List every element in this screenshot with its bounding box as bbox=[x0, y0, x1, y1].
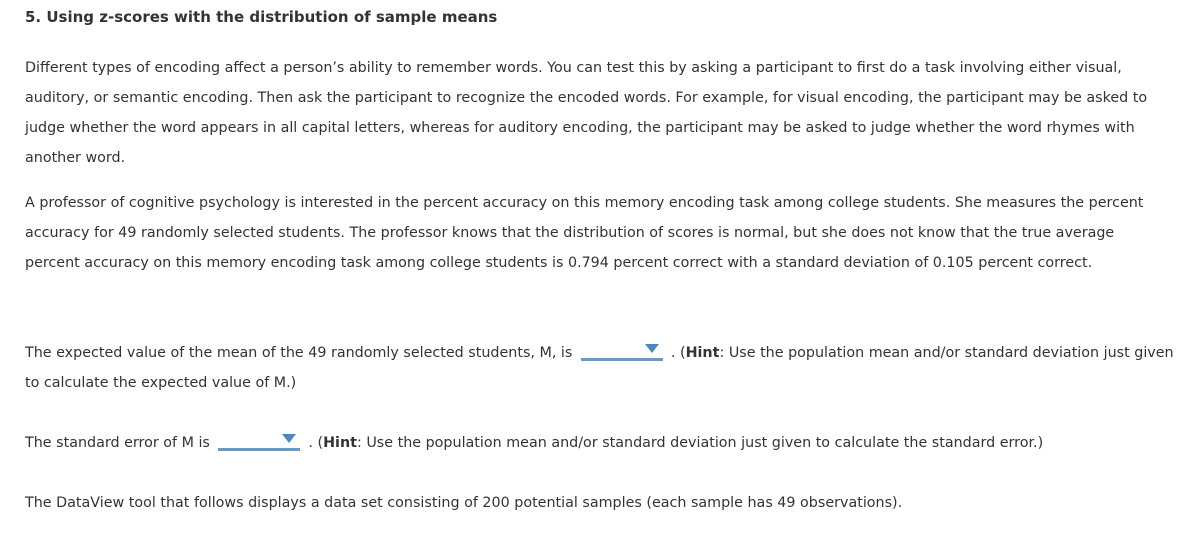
expected-value-hint-text: : Use the population mean and/or standard deviation just given to calculate the expected value of M.) bbox=[25, 345, 1174, 391]
standard-error-dropdown[interactable] bbox=[218, 430, 300, 451]
expected-value-prompt: The expected value of the mean of the 49 randomly selected students, M, is bbox=[25, 345, 573, 361]
standard-error-prompt: The standard error of M is bbox=[25, 435, 210, 451]
expected-value-after: . ( bbox=[670, 345, 686, 361]
dataview-intro: The DataView tool that follows displays a data set consisting of 200 potential samples (each sample has 49 observations). bbox=[25, 495, 903, 511]
caret-down-icon bbox=[645, 344, 659, 353]
standard-error-hint-text: : Use the population mean and/or standard deviation just given to calculate the standard error.) bbox=[356, 435, 1044, 451]
intro-paragraph: Different types of encoding affect a person’s ability to remember words. You can test this by asking a participant to first do a task involving either visual, auditory, or semantic encoding. Then ask the participant to recognize the encoded words. For example, for visual encoding, the participant may be asked to judge whether the word appears in all capital letters, whereas for auditory encoding, the participant may be asked to judge whether the word rhymes with another word. bbox=[25, 60, 1148, 166]
expected-value-question bbox=[25, 338, 1175, 398]
question-title: 5. Using z-scores with the distribution of sample means bbox=[25, 8, 498, 26]
standard-error-after: . ( bbox=[308, 435, 324, 451]
expected-value-hint-label: Hint bbox=[685, 345, 720, 361]
scenario-paragraph: A professor of cognitive psychology is interested in the percent accuracy on this memory encoding task among college students. She measures the percent accuracy for 49 randomly selected students. The professor knows that the distribution of scores is normal, but she does not know that the true average percent accuracy on this memory encoding task among college students is 0.794 percent correct with a standard deviation of 0.105 percent correct. bbox=[25, 195, 1144, 271]
standard-error-hint-label: Hint bbox=[323, 435, 357, 451]
expected-value-dropdown[interactable] bbox=[581, 340, 663, 361]
standard-error-question bbox=[25, 428, 1175, 458]
caret-down-icon bbox=[282, 434, 296, 443]
